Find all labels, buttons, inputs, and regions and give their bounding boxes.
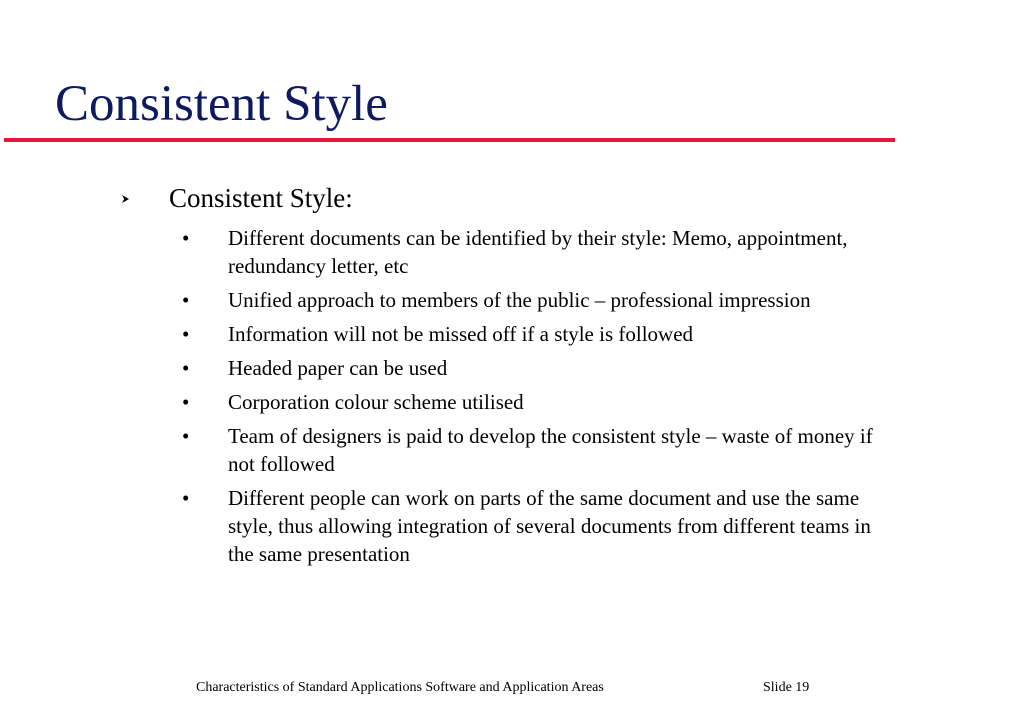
list-item-text: Corporation colour scheme utilised [228,390,524,414]
bullet-dot-icon: • [182,288,190,312]
slide-title: Consistent Style [55,76,388,132]
list-item [0,354,1023,382]
bullet-dot-icon: • [182,424,190,448]
list-item [0,320,1023,348]
bullet-dot-icon: • [182,486,190,510]
list-item-text: Different documents can be identified by their style: Memo, appointment, redundancy letter, etc [228,226,848,278]
bullet-dot-icon: • [182,356,190,380]
footer-course-title: Characteristics of Standard Applications Software and Application Areas [196,680,604,695]
list-item-text: Unified approach to members of the public – professional impression [228,288,811,312]
main-bullet-text: Consistent Style: [169,183,353,213]
list-item [0,224,1023,280]
title-divider [4,138,895,142]
list-item-text: Different people can work on parts of the same document and use the same style, thus allowing integration of several documents from different teams in the same presentation [228,486,871,566]
list-item-text: Headed paper can be used [228,356,448,380]
arrow-bullet-icon [121,194,131,204]
list-item [0,484,1023,568]
list-item [0,388,1023,416]
list-item [0,422,1023,478]
footer-slide-number: Slide 19 [763,680,810,695]
list-item-text: Information will not be missed off if a style is followed [228,322,694,346]
list-item-text: Team of designers is paid to develop the consistent style – waste of money if not followed [228,424,873,476]
bullet-dot-icon: • [182,226,190,250]
bullet-dot-icon: • [182,390,190,414]
bullet-dot-icon: • [182,322,190,346]
sub-bullet-list [0,224,1023,574]
list-item [0,286,1023,314]
